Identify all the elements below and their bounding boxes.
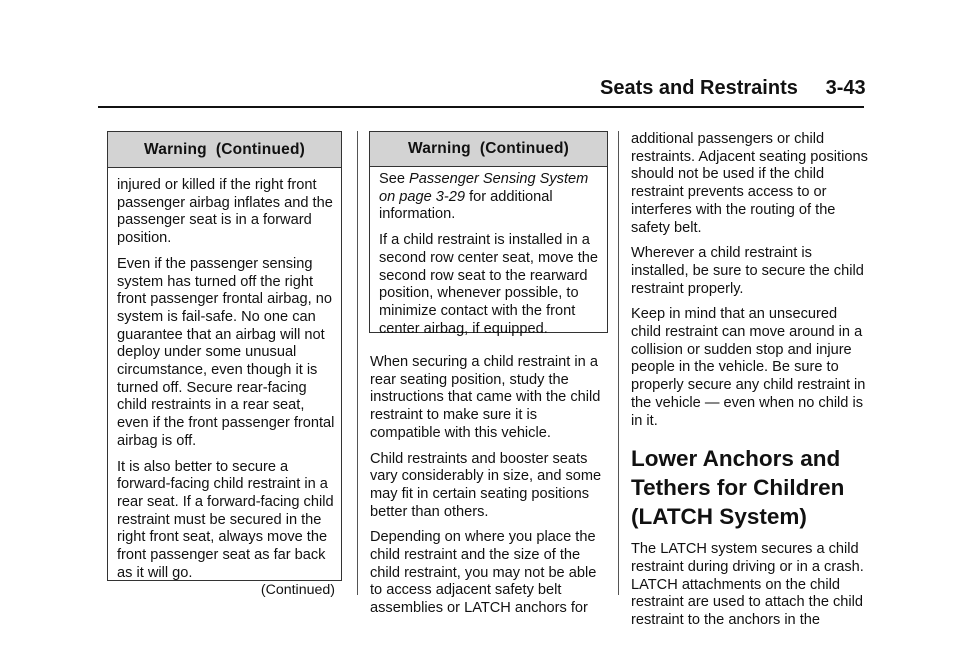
- warning-body: [370, 167, 607, 338]
- warning-body: [108, 168, 341, 598]
- warning-paragraph: If a child restraint is installed in a second row center seat, move the second row seat to the rearward position, whenever possible, to minimize contact with the front center airbag, if equipped.: [379, 232, 599, 337]
- body-paragraph: Wherever a child restraint is installed, be sure to secure the child restraint properly.: [631, 245, 864, 297]
- warning-heading: Warning (Continued): [108, 132, 341, 168]
- warning-box-continued-1: [107, 131, 342, 599]
- warning-box-continued-2: [369, 131, 608, 337]
- cross-reference-link[interactable]: Passenger Sensing System on page 3-29: [379, 171, 589, 205]
- body-paragraph: Child restraints and booster seats vary considerably in size, and some may fit in certain seating positions better than others.: [370, 450, 602, 520]
- continued-label: (Continued): [260, 582, 335, 599]
- warning-paragraph: It is also better to secure a forward-facing child restraint in a rear seat. If a forward-facing child restraint must be secured in the right front seat, always move the front passenger seat as far back as it will go.: [117, 458, 334, 581]
- column-3-text: [631, 131, 871, 638]
- warning-heading: Warning (Continued): [370, 132, 607, 167]
- see-suffix: for additional information.: [379, 188, 553, 223]
- page-header-title: Seats and Restraints 3-43: [600, 77, 866, 99]
- section-heading-latch: Lower Anchors and Tethers for Children (LATCH System): [631, 446, 845, 530]
- see-reference-paragraph: [379, 171, 601, 224]
- column-divider: [618, 131, 619, 595]
- header-rule: [98, 106, 864, 108]
- body-paragraph: Depending on where you place the child restraint and the size of the child restraint, you may not be able to access adjacent safety belt assemblies or LATCH anchors for: [370, 529, 597, 617]
- warning-paragraph: Even if the passenger sensing system has turned off the right front passenger frontal airbag, no system is fail-safe. No one can guarantee that an airbag will not deploy under some unusual circumstance, even though it is turned off. Secure rear-facing child restraints in a rear seat, even if the front passenger frontal airbag is off.: [117, 255, 335, 449]
- body-paragraph: When securing a child restraint in a rear seating position, study the instructions that came with the child restraint to make sure it is compatible with this vehicle.: [370, 354, 601, 441]
- column-2-text: [370, 354, 610, 626]
- see-prefix: See: [379, 171, 410, 187]
- body-paragraph: The LATCH system secures a child restraint during driving or in a crash. LATCH attachments on the child restraint are used to attach the child restraint to the anchors in the: [631, 541, 864, 629]
- warning-paragraph: injured or killed if the right front passenger airbag inflates and the passenger seat is in a forward position.: [117, 177, 333, 247]
- body-paragraph: Keep in mind that an unsecured child restraint can move around in a collision or sudden stop and injure people in the vehicle. Be sure to properly secure any child restraint in the vehicle — even when no child is in it.: [631, 306, 866, 429]
- column-divider: [357, 131, 358, 595]
- body-paragraph: additional passengers or child restraints. Adjacent seating positions should not be used if the child restraint prevents access to or interferes with the routing of the safety belt.: [631, 131, 868, 236]
